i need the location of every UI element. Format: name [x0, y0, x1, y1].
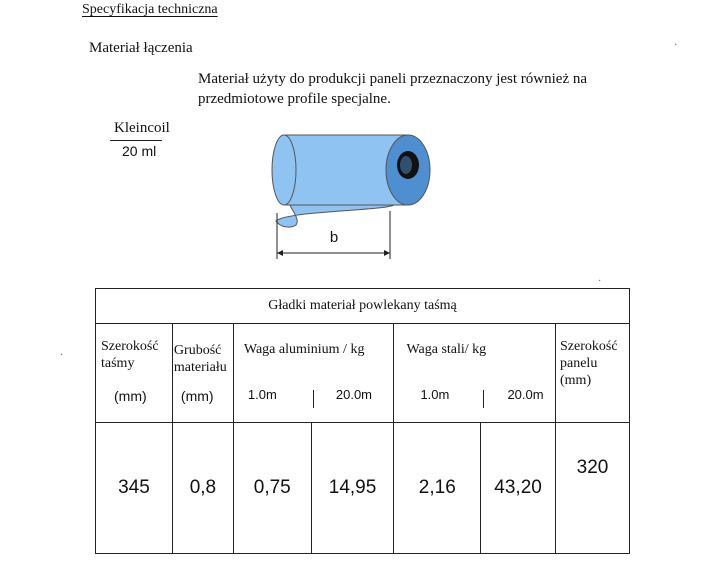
header-aluminium-20m: 20.0m [335, 387, 373, 402]
header-steel-divider [483, 390, 484, 408]
scan-mark: · [60, 350, 64, 361]
coil-diagram [262, 125, 442, 265]
cell-panel-width: 320 [556, 423, 630, 554]
product-size: 20 ml [122, 143, 157, 159]
header-tape-width-unit: (mm) [114, 388, 147, 404]
scan-mark: · [598, 276, 602, 287]
product-name: Kleincoil [114, 120, 170, 136]
table-title: Gładki materiał powlekany taśmą [96, 289, 630, 324]
header-thickness [172, 324, 233, 423]
section-heading: Materiał łączenia [89, 40, 193, 56]
cell-thickness: 0,8 [172, 423, 233, 554]
cell-steel-1m: 2,16 [394, 423, 481, 554]
cell-tape-width: 345 [96, 423, 173, 554]
header-tape-width [96, 324, 173, 423]
spec-table [95, 288, 630, 554]
dimension-label: b [329, 229, 339, 246]
product-divider [110, 140, 162, 141]
header-steel-1m: 1.0m [420, 387, 450, 402]
header-aluminium-1m: 1.0m [247, 387, 277, 402]
header-thickness-unit: (mm) [180, 388, 214, 404]
cell-aluminium-20m: 14,95 [311, 423, 394, 554]
description [198, 69, 587, 109]
header-thickness-line2: materiału [173, 360, 227, 375]
description-line-2: przedmiotowe profile specjalne. [198, 91, 391, 107]
scan-mark: · [674, 40, 678, 51]
coil-core-inner [400, 156, 412, 174]
description-line-1: Materiał użyty do produkcji paneli przeznaczony jest również na [198, 71, 588, 87]
header-aluminium-label: Waga aluminium / kg [243, 342, 365, 357]
header-steel [394, 324, 556, 423]
table-row [96, 423, 630, 554]
header-aluminium-divider [313, 390, 314, 408]
header-tape-width-line2: taśmy [101, 356, 135, 371]
coil-left-end [272, 135, 296, 205]
header-thickness-line1: Grubość [173, 343, 222, 358]
table-title-row [96, 289, 630, 324]
header-steel-label: Waga stali/ kg [406, 342, 487, 357]
dimension-arrow-right [384, 250, 390, 256]
header-panel-width [556, 324, 630, 423]
table-header-row [96, 324, 630, 423]
header-tape-width-line1: Szerokość [101, 339, 159, 354]
cell-steel-20m: 43,20 [481, 423, 556, 554]
document-title: Specyfikacja techniczna [82, 2, 218, 17]
dimension-arrow-left [277, 250, 283, 256]
header-panel-width-line2: panelu [560, 356, 598, 371]
header-panel-width-unit: (mm) [560, 373, 592, 388]
header-aluminium [233, 324, 394, 423]
header-panel-width-line1: Szerokość [560, 339, 618, 354]
cell-aluminium-1m: 0,75 [233, 423, 311, 554]
header-steel-20m: 20.0m [507, 387, 544, 402]
